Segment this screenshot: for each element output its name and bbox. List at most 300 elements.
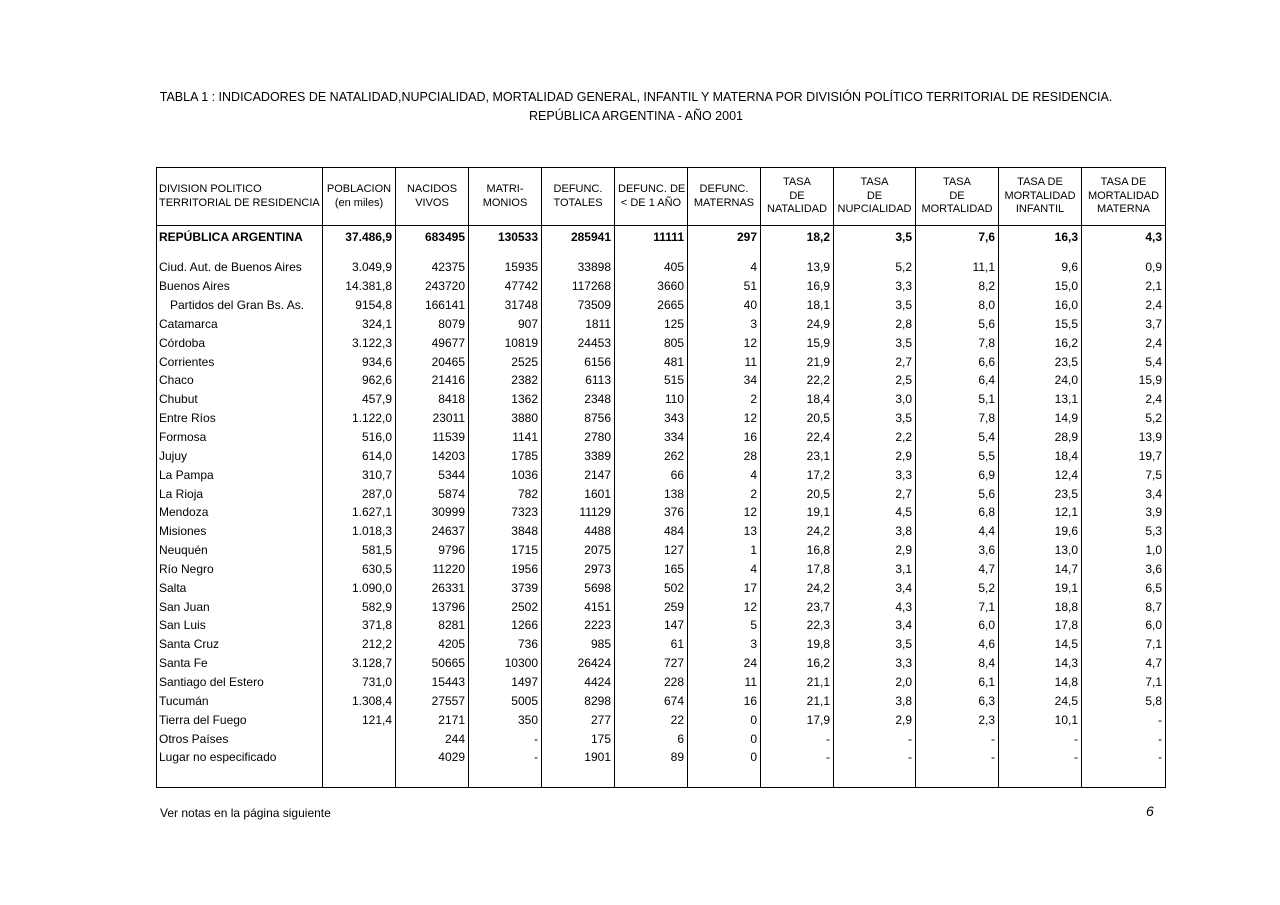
- column-header-line: < DE 1 AÑO: [620, 196, 682, 209]
- table-cell: 7,1: [1082, 673, 1166, 692]
- table-cell: 3,6: [1082, 560, 1166, 579]
- table-cell: 24,9: [761, 315, 834, 334]
- column-header-line: DIVISION POLITICO: [159, 183, 262, 195]
- table-cell: 2382: [469, 371, 542, 390]
- table-cell: 7,8: [916, 409, 999, 428]
- table-cell: 5,4: [1082, 352, 1166, 371]
- table-cell: -: [761, 729, 834, 748]
- column-header-line: DE: [949, 189, 965, 202]
- table-cell: 343: [615, 409, 688, 428]
- table-row: [157, 635, 1166, 654]
- table-cell: 5,5: [916, 446, 999, 465]
- table-row: [157, 333, 1166, 352]
- region-name: Chubut: [157, 390, 323, 409]
- table-cell: 49677: [396, 333, 469, 352]
- region-name: Corrientes: [157, 352, 323, 371]
- table-row: [157, 277, 1166, 296]
- table-cell: 127: [615, 541, 688, 560]
- table-cell: 5,2: [834, 258, 916, 277]
- table-cell: 9796: [396, 541, 469, 560]
- table-row: [157, 258, 1166, 277]
- table-cell: 22,4: [761, 428, 834, 447]
- table-cell: 13,0: [999, 541, 1082, 560]
- table-cell: 630,5: [323, 560, 396, 579]
- table-row: [157, 390, 1166, 409]
- table-cell: 2,9: [834, 541, 916, 560]
- region-name: Tierra del Fuego: [157, 710, 323, 729]
- region-name: Tucumán: [157, 691, 323, 710]
- table-cell: [916, 248, 999, 258]
- table-cell: 10300: [469, 654, 542, 673]
- table-cell: 16: [688, 428, 761, 447]
- column-header-line: TASA: [783, 176, 811, 189]
- table-cell: 259: [615, 597, 688, 616]
- table-cell: 6,0: [1082, 616, 1166, 635]
- table-cell: 1901: [542, 748, 615, 767]
- table-cell: 244: [396, 729, 469, 748]
- table-cell: 4,5: [834, 503, 916, 522]
- table-cell: 3,8: [834, 691, 916, 710]
- table-cell: 516,0: [323, 428, 396, 447]
- table-cell: 1.308,4: [323, 691, 396, 710]
- column-header-line: NACIDOS: [406, 183, 458, 195]
- table-cell: [542, 767, 615, 788]
- table-row-total: [157, 226, 1166, 249]
- table-cell: 907: [469, 315, 542, 334]
- table-cell: 166141: [396, 296, 469, 315]
- table-cell: 30999: [396, 503, 469, 522]
- table-cell: 11220: [396, 560, 469, 579]
- table-cell: 6,1: [916, 673, 999, 692]
- table-row: [157, 748, 1166, 767]
- table-cell: 3: [688, 635, 761, 654]
- region-name: La Rioja: [157, 484, 323, 503]
- table-cell: 6,3: [916, 691, 999, 710]
- region-name: Otros Países: [157, 729, 323, 748]
- table-cell: 515: [615, 371, 688, 390]
- table-cell: 15,9: [761, 333, 834, 352]
- column-header: [1082, 168, 1166, 226]
- table-cell: 24637: [396, 522, 469, 541]
- table-cell: 15,0: [999, 277, 1082, 296]
- column-header: [469, 168, 542, 226]
- column-header-line: INFANTIL: [1015, 203, 1065, 216]
- table-cell: 405: [615, 258, 688, 277]
- table-cell: 3389: [542, 446, 615, 465]
- table-cell: 1266: [469, 616, 542, 635]
- table-cell: 51: [688, 277, 761, 296]
- table-cell: 3,8: [834, 522, 916, 541]
- table-cell: 324,1: [323, 315, 396, 334]
- column-header-line: VIVOS: [415, 196, 449, 209]
- table-cell: 27557: [396, 691, 469, 710]
- table-cell: 16,0: [999, 296, 1082, 315]
- table-row: [157, 315, 1166, 334]
- table-cell: 2,9: [834, 710, 916, 729]
- table-cell: 21,1: [761, 691, 834, 710]
- column-header-line: TASA DE: [1100, 176, 1147, 189]
- column-header: [916, 168, 999, 226]
- table-cell: 228: [615, 673, 688, 692]
- column-header: [615, 168, 688, 226]
- region-name: Córdoba: [157, 333, 323, 352]
- table-cell: 16,8: [761, 541, 834, 560]
- table-cell: 6,8: [916, 503, 999, 522]
- table-cell: 0: [688, 710, 761, 729]
- table-cell: 1036: [469, 465, 542, 484]
- region-name: Santiago del Estero: [157, 673, 323, 692]
- table-cell: 310,7: [323, 465, 396, 484]
- table-cell: 3,5: [834, 296, 916, 315]
- table-row-end: [157, 767, 1166, 788]
- table-cell: 175: [542, 729, 615, 748]
- table-cell: 285941: [542, 226, 615, 249]
- table-cell: 50665: [396, 654, 469, 673]
- column-header-line: MORTALIDAD: [1087, 189, 1160, 202]
- table-cell: 8,4: [916, 654, 999, 673]
- table-row: [157, 654, 1166, 673]
- table-cell: 2,2: [834, 428, 916, 447]
- table-cell: 3739: [469, 578, 542, 597]
- table-cell: [469, 248, 542, 258]
- region-name: Mendoza: [157, 503, 323, 522]
- table-cell: 110: [615, 390, 688, 409]
- table-cell: 5,8: [1082, 691, 1166, 710]
- table-cell: 8,2: [916, 277, 999, 296]
- table-cell: 4029: [396, 748, 469, 767]
- table-cell: 481: [615, 352, 688, 371]
- table-cell: 3,5: [834, 635, 916, 654]
- table-cell: 805: [615, 333, 688, 352]
- table-cell: 33898: [542, 258, 615, 277]
- table-cell: 1785: [469, 446, 542, 465]
- table-cell: 165: [615, 560, 688, 579]
- table-cell: 16,9: [761, 277, 834, 296]
- table-cell: 13796: [396, 597, 469, 616]
- table-cell: 334: [615, 428, 688, 447]
- table-cell: 7,1: [916, 597, 999, 616]
- table-cell: 18,2: [761, 226, 834, 249]
- table-cell: 3,6: [916, 541, 999, 560]
- table-cell: 350: [469, 710, 542, 729]
- table-cell: 4151: [542, 597, 615, 616]
- table-cell: [157, 767, 323, 788]
- column-header-line: MATRI-: [486, 183, 524, 195]
- table-cell: 14,8: [999, 673, 1082, 692]
- table-cell: 782: [469, 484, 542, 503]
- table-cell: 9,6: [999, 258, 1082, 277]
- table-cell: 1.627,1: [323, 503, 396, 522]
- table-cell: 18,4: [999, 446, 1082, 465]
- table-cell: 3.049,9: [323, 258, 396, 277]
- table-cell: 5,2: [1082, 409, 1166, 428]
- table-cell: 147: [615, 616, 688, 635]
- region-name: Partidos del Gran Bs. As.: [157, 296, 323, 315]
- table-cell: 6,4: [916, 371, 999, 390]
- table-cell: 4424: [542, 673, 615, 692]
- table-cell: [323, 729, 396, 748]
- table-cell: 0: [688, 729, 761, 748]
- table-cell: 3,4: [834, 616, 916, 635]
- table-row: [157, 484, 1166, 503]
- table-cell: -: [999, 748, 1082, 767]
- table-row: [157, 522, 1166, 541]
- table-cell: 3: [688, 315, 761, 334]
- table-cell: 3,3: [834, 465, 916, 484]
- table-cell: 3,0: [834, 390, 916, 409]
- table-cell: 8079: [396, 315, 469, 334]
- table-cell: 3660: [615, 277, 688, 296]
- table-cell: 19,6: [999, 522, 1082, 541]
- table-cell: 24,5: [999, 691, 1082, 710]
- table-cell: 12,1: [999, 503, 1082, 522]
- table-cell: 31748: [469, 296, 542, 315]
- table-cell: 6,9: [916, 465, 999, 484]
- region-name: Buenos Aires: [157, 277, 323, 296]
- table-cell: 1,0: [1082, 541, 1166, 560]
- table-cell: 934,6: [323, 352, 396, 371]
- column-header-line: MORTALIDAD: [921, 203, 993, 216]
- table-cell: [323, 748, 396, 767]
- table-cell: 12,4: [999, 465, 1082, 484]
- table-cell: 614,0: [323, 446, 396, 465]
- table-cell: [999, 767, 1082, 788]
- table-cell: 2525: [469, 352, 542, 371]
- table-cell: 2,7: [834, 484, 916, 503]
- column-header-line: MATERNAS: [693, 196, 755, 209]
- table-cell: 5,6: [916, 484, 999, 503]
- table-cell: 2502: [469, 597, 542, 616]
- table-cell: 5,6: [916, 315, 999, 334]
- table-cell: 10819: [469, 333, 542, 352]
- table-cell: 5,1: [916, 390, 999, 409]
- table-row: [157, 541, 1166, 560]
- table-cell: 11111: [615, 226, 688, 249]
- table-cell: 16,3: [999, 226, 1082, 249]
- region-name: Chaco: [157, 371, 323, 390]
- table-cell: 17,9: [761, 710, 834, 729]
- table-cell: 5,2: [916, 578, 999, 597]
- table-cell: 14,9: [999, 409, 1082, 428]
- table-cell: 14,3: [999, 654, 1082, 673]
- table-cell: -: [834, 729, 916, 748]
- table-title: TABLA 1 : INDICADORES DE NATALIDAD,NUPCIALIDAD, MORTALIDAD GENERAL, INFANTIL Y MATERNA POR DIVISIÓN POLÍTICO TERRITORIAL DE RESIDENCIA.: [159, 90, 1113, 104]
- table-cell: 1601: [542, 484, 615, 503]
- table-cell: 7323: [469, 503, 542, 522]
- table-cell: 8281: [396, 616, 469, 635]
- table-cell: 731,0: [323, 673, 396, 692]
- column-header-line: TOTALES: [553, 196, 603, 209]
- table-cell: 1141: [469, 428, 542, 447]
- table-cell: 502: [615, 578, 688, 597]
- table-cell: [157, 248, 323, 258]
- table-cell: 28,9: [999, 428, 1082, 447]
- table-cell: 3,5: [834, 333, 916, 352]
- table-cell: 3848: [469, 522, 542, 541]
- table-cell: 5005: [469, 691, 542, 710]
- table-row: [157, 371, 1166, 390]
- table-row: [157, 560, 1166, 579]
- table-cell: 3,5: [834, 226, 916, 249]
- region-name: Neuquén: [157, 541, 323, 560]
- table-cell: 6: [615, 729, 688, 748]
- table-cell: 24,0: [999, 371, 1082, 390]
- table-cell: 16: [688, 691, 761, 710]
- column-header: [688, 168, 761, 226]
- table-cell: 262: [615, 446, 688, 465]
- table-cell: 15443: [396, 673, 469, 692]
- table-cell: 89: [615, 748, 688, 767]
- table-cell: 28: [688, 446, 761, 465]
- table-cell: 1.090,0: [323, 578, 396, 597]
- table-cell: 277: [542, 710, 615, 729]
- table-row: [157, 578, 1166, 597]
- table-cell: 5,3: [1082, 522, 1166, 541]
- table-cell: 3880: [469, 409, 542, 428]
- table-cell: 19,1: [999, 578, 1082, 597]
- table-row: [157, 352, 1166, 371]
- table-cell: -: [1082, 748, 1166, 767]
- table-cell: 5874: [396, 484, 469, 503]
- table-cell: 1811: [542, 315, 615, 334]
- column-header-line: MORTALIDAD: [1004, 189, 1076, 202]
- table-cell: 3,7: [1082, 315, 1166, 334]
- table-cell: 47742: [469, 277, 542, 296]
- table-cell: 3,1: [834, 560, 916, 579]
- table-cell: 13,1: [999, 390, 1082, 409]
- region-name: Catamarca: [157, 315, 323, 334]
- table-cell: 2973: [542, 560, 615, 579]
- table-cell: 2,4: [1082, 390, 1166, 409]
- region-name: Formosa: [157, 428, 323, 447]
- table-cell: 7,5: [1082, 465, 1166, 484]
- table-cell: 17,8: [999, 616, 1082, 635]
- table-cell: -: [999, 729, 1082, 748]
- table-cell: 138: [615, 484, 688, 503]
- table-cell: [469, 767, 542, 788]
- region-name: Santa Fe: [157, 654, 323, 673]
- table-cell: 2,3: [916, 710, 999, 729]
- table-cell: 121,4: [323, 710, 396, 729]
- table-cell: 14.381,8: [323, 277, 396, 296]
- table-cell: 4,7: [916, 560, 999, 579]
- table-cell: 7,1: [1082, 635, 1166, 654]
- table-row: [157, 691, 1166, 710]
- table-header: [157, 168, 1166, 226]
- table-cell: 16,2: [761, 654, 834, 673]
- table-cell: 2: [688, 484, 761, 503]
- table-cell: 23,7: [761, 597, 834, 616]
- table-cell: 26331: [396, 578, 469, 597]
- table-cell: 3.128,7: [323, 654, 396, 673]
- table-cell: 42375: [396, 258, 469, 277]
- table-cell: -: [469, 729, 542, 748]
- table-cell: 371,8: [323, 616, 396, 635]
- table-cell: 8756: [542, 409, 615, 428]
- table-cell: 23,5: [999, 352, 1082, 371]
- table-cell: [688, 767, 761, 788]
- table-cell: 18,1: [761, 296, 834, 315]
- column-header: [542, 168, 615, 226]
- column-header-line: POBLACION: [326, 183, 392, 195]
- table-cell: 2,5: [834, 371, 916, 390]
- table-cell: 736: [469, 635, 542, 654]
- table-cell: 2,0: [834, 673, 916, 692]
- table-cell: -: [916, 729, 999, 748]
- table-cell: 19,7: [1082, 446, 1166, 465]
- table-cell: 117268: [542, 277, 615, 296]
- table-cell: 2223: [542, 616, 615, 635]
- table-cell: 21,9: [761, 352, 834, 371]
- table-cell: 61: [615, 635, 688, 654]
- table-cell: 11539: [396, 428, 469, 447]
- table-cell: 4: [688, 258, 761, 277]
- column-header-line: DE: [789, 189, 805, 202]
- table-cell: 34: [688, 371, 761, 390]
- table-cell: -: [1082, 729, 1166, 748]
- table-cell: 0,9: [1082, 258, 1166, 277]
- table-cell: 2348: [542, 390, 615, 409]
- table-cell: 287,0: [323, 484, 396, 503]
- table-cell: 683495: [396, 226, 469, 249]
- table-row: [157, 710, 1166, 729]
- table-cell: 457,9: [323, 390, 396, 409]
- table-cell: 6,6: [916, 352, 999, 371]
- table-cell: 582,9: [323, 597, 396, 616]
- table-cell: 18,4: [761, 390, 834, 409]
- table-cell: 9154,8: [323, 296, 396, 315]
- table-row: [157, 503, 1166, 522]
- table-cell: 1956: [469, 560, 542, 579]
- table-cell: 10,1: [999, 710, 1082, 729]
- region-name: Río Negro: [157, 560, 323, 579]
- table-cell: 6,0: [916, 616, 999, 635]
- region-name: Santa Cruz: [157, 635, 323, 654]
- column-header-line: MONIOS: [482, 196, 528, 209]
- column-header: [323, 168, 396, 226]
- table-cell: 15,9: [1082, 371, 1166, 390]
- table-cell: [323, 248, 396, 258]
- table-cell: 20,5: [761, 409, 834, 428]
- table-cell: 23,1: [761, 446, 834, 465]
- table-cell: [834, 248, 916, 258]
- table-cell: 11129: [542, 503, 615, 522]
- table-cell: 1497: [469, 673, 542, 692]
- column-header-line: TASA DE: [1017, 176, 1063, 189]
- table-cell: 3,4: [834, 578, 916, 597]
- table-cell: 17,8: [761, 560, 834, 579]
- table-cell: 125: [615, 315, 688, 334]
- table-cell: [1082, 248, 1166, 258]
- table-cell: 3,3: [834, 654, 916, 673]
- table-cell: 2665: [615, 296, 688, 315]
- column-header-line: NATALIDAD: [766, 203, 828, 216]
- table-cell: 4: [688, 560, 761, 579]
- table-cell: 4,7: [1082, 654, 1166, 673]
- table-cell: 4,6: [916, 635, 999, 654]
- region-name: San Luis: [157, 616, 323, 635]
- table-cell: 20465: [396, 352, 469, 371]
- table-cell: [615, 248, 688, 258]
- column-header-line: MATERNA: [1097, 203, 1150, 216]
- table-cell: 8,7: [1082, 597, 1166, 616]
- table-cell: 2,1: [1082, 277, 1166, 296]
- table-cell: 12: [688, 503, 761, 522]
- table-row: [157, 673, 1166, 692]
- table-cell: 20,5: [761, 484, 834, 503]
- column-header-line: DEFUNC.: [553, 183, 603, 195]
- table-cell: 13,9: [1082, 428, 1166, 447]
